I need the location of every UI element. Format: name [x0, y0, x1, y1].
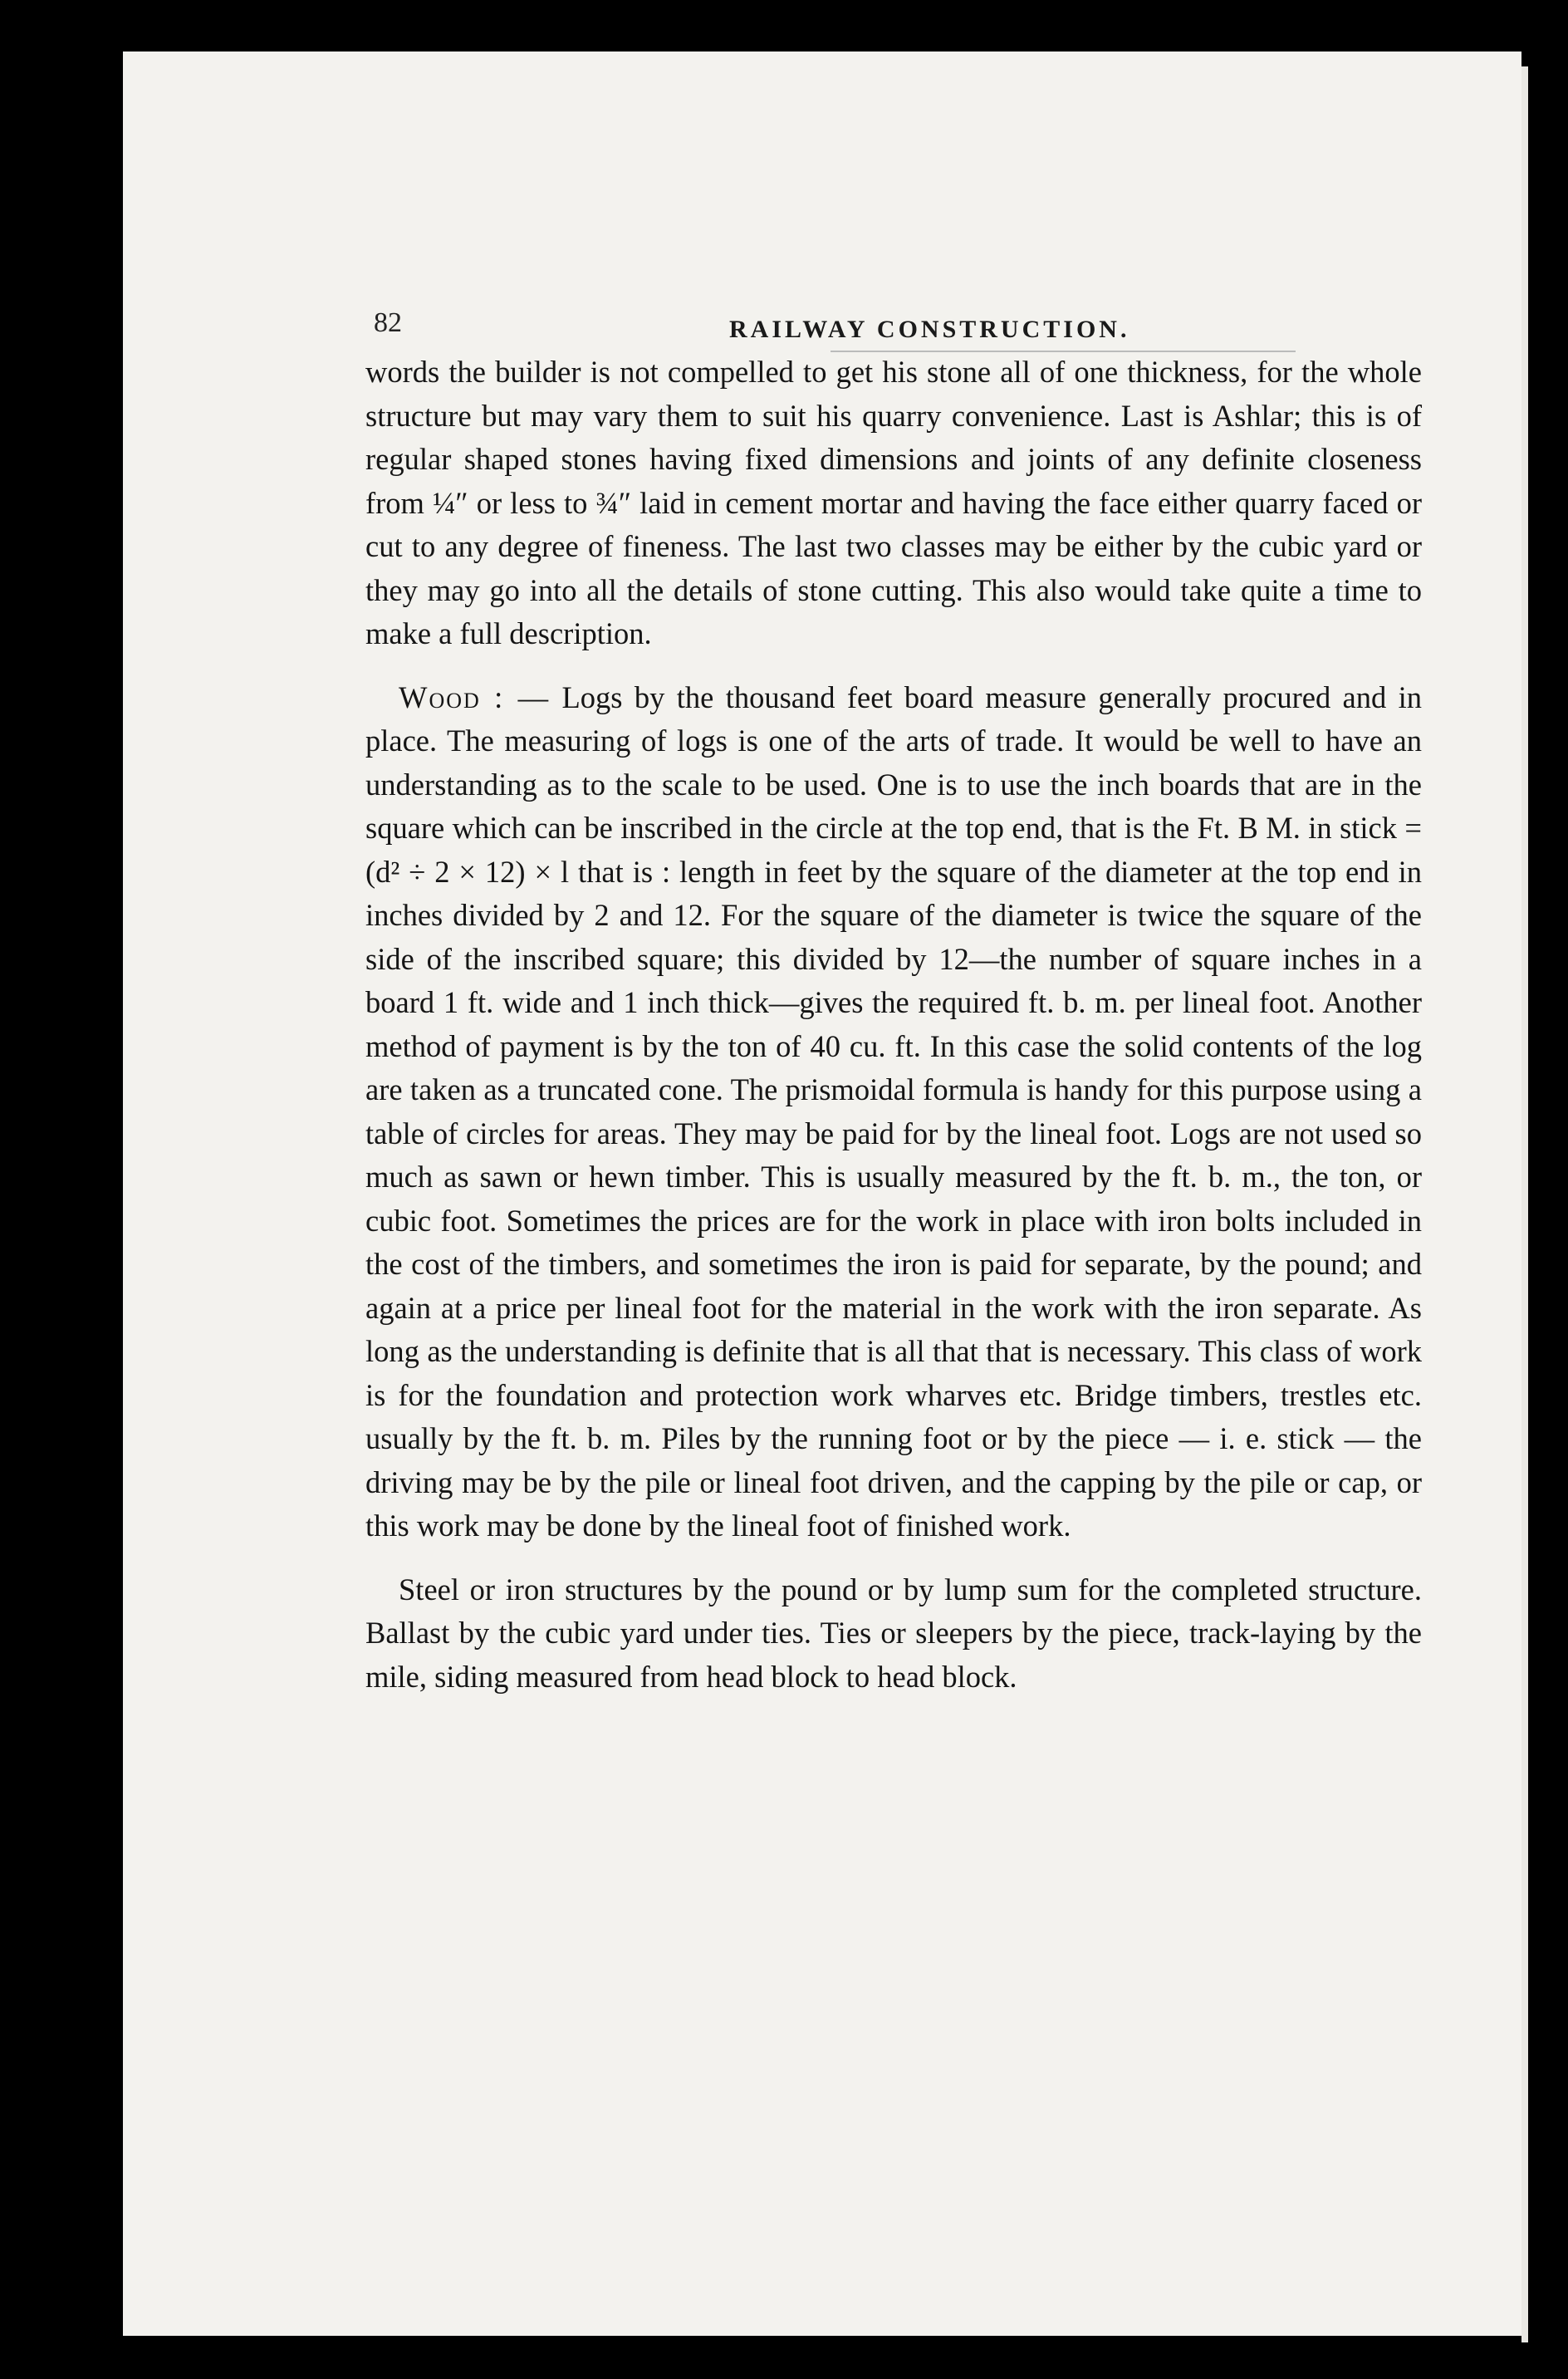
paragraph-stone-continued: words the builder is not compelled to get his stone all of one thickness, for the whole structure but may vary them to suit his quarry convenience. Last is Ashlar; this is of regular shaped stones having fixed dimensions and joints of any definite closeness from ¼″ or less to ¾″ laid in cement mortar and having the face either quarry faced or cut to any degree of fineness. The last two classes may be either by the cubic yard or they may go into all the details of stone cutting. This also would take quite a time to make a full description. [365, 355, 1422, 650]
book-page [123, 52, 1521, 2336]
page-number: 82 [374, 307, 402, 338]
running-title: RAILWAY CONSTRUCTION. [729, 316, 1130, 343]
paragraph-heading-wood: Wood : — [399, 679, 551, 714]
paragraph-steel: Steel or iron structures by the pound or by lump sum for the completed structure. Ballast by the cubic yard under ties. Ties or sleepers by the piece, track-laying by the mile, siding measured from head block to head block. [365, 1572, 1422, 1694]
paragraph-wood [365, 676, 1422, 1548]
body-text [365, 351, 1422, 1699]
running-head [123, 251, 1521, 343]
paragraph-wood-text: Logs by the thousand feet board measure generally procured and in place. The measuring of logs is one of the arts of trade. It would be well to have an understanding as to the scale to be used. One is to use the inch boards that are in the square which can be inscribed in the circle at the top end, that is the Ft. B M. in stick = (d² ÷ 2 × 12) × l that is : length in feet by the square of the diameter at the top end in inches divided by 2 and 12. For the square of the diameter is twice the square of the side of the inscribed square; this divided by 12—the number of square inches in a board 1 ft. wide and 1 inch thick—gives the required ft. b. m. per lineal foot. Another method of payment is by the ton of 40 cu. ft. In this case the solid contents of the log are taken as a truncated cone. The prismoidal formula is handy for this purpose using a table of circles for areas. They may be paid for by the lineal foot. Logs are not used so much as sawn or hewn timber. This is usually measured by the ft. b. m., the ton, or cubic foot. Sometimes the prices are for the work in place with iron bolts included in the cost of the timbers, and sometimes the iron is paid for separate, by the pound; and again at a price per lineal foot for the material in the work with the iron separate. As long as the understanding is definite that is all that that is necessary. This class of work is for the foundation and protection work wharves etc. Bridge timbers, trestles etc. usually by the ft. b. m. Piles by the running foot or by the piece — i. e. stick — the driving may be by the pile or lineal foot driven, and the capping by the pile or cap, or this work may be done by the lineal foot of finished work. [365, 679, 1423, 1543]
page-edge [1521, 66, 1528, 2342]
